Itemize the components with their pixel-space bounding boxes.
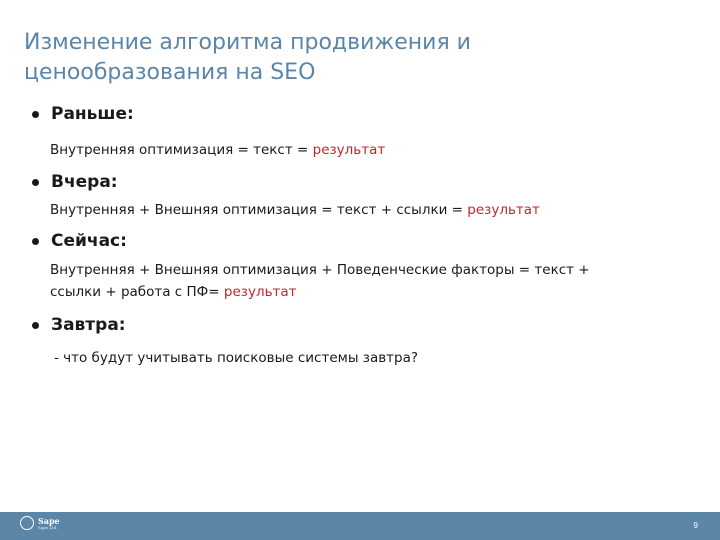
- formula-text: ссылки + работа с ПФ=: [50, 284, 224, 300]
- bullet-yesterday-label: Вчера:: [51, 172, 118, 192]
- bullet-now-label: Сейчас:: [51, 231, 127, 251]
- result-highlight: результат: [467, 202, 540, 218]
- sape-logo-icon: [20, 516, 34, 530]
- bullet-tomorrow: [32, 315, 126, 335]
- tomorrow-question: - что будут учитывать поисковые системы завтра?: [54, 350, 419, 366]
- formula-text-line-2: [50, 281, 690, 303]
- result-highlight: результат: [223, 284, 297, 300]
- formula-text: Внутренняя + Внешняя оптимизация = текст + ссылки =: [50, 202, 468, 218]
- logo-subtitle: Sape Ltd.: [38, 524, 58, 530]
- bullet-now-text: [50, 259, 690, 303]
- bullet-dot-icon: [32, 322, 39, 329]
- bullet-yesterday: [32, 172, 118, 192]
- slide-title-line-2: ценообразования на SEO: [24, 60, 316, 85]
- formula-text: Внутренняя оптимизация = текст =: [50, 142, 313, 158]
- formula-text-line-1: Внутренняя + Внешняя оптимизация + Поведенческие факторы = текст +: [50, 262, 590, 278]
- logo-name: Sape: [38, 515, 60, 526]
- bullet-before-label: Раньше:: [51, 104, 134, 124]
- page-number: 9: [693, 521, 698, 530]
- sape-logo: [20, 516, 60, 530]
- bullet-before-text: [50, 139, 690, 161]
- bullet-tomorrow-label: Завтра:: [51, 315, 126, 335]
- bullet-dot-icon: [32, 179, 39, 186]
- slide-title-line-1: Изменение алгоритма продвижения и: [24, 30, 471, 55]
- footer-bar: [0, 512, 720, 540]
- bullet-now: [32, 231, 127, 251]
- bullet-dot-icon: [32, 111, 39, 118]
- slide-title: [24, 28, 684, 88]
- bullet-yesterday-text: [50, 199, 690, 221]
- result-highlight: результат: [312, 142, 386, 158]
- bullet-dot-icon: [32, 238, 39, 245]
- bullet-before: [32, 104, 134, 124]
